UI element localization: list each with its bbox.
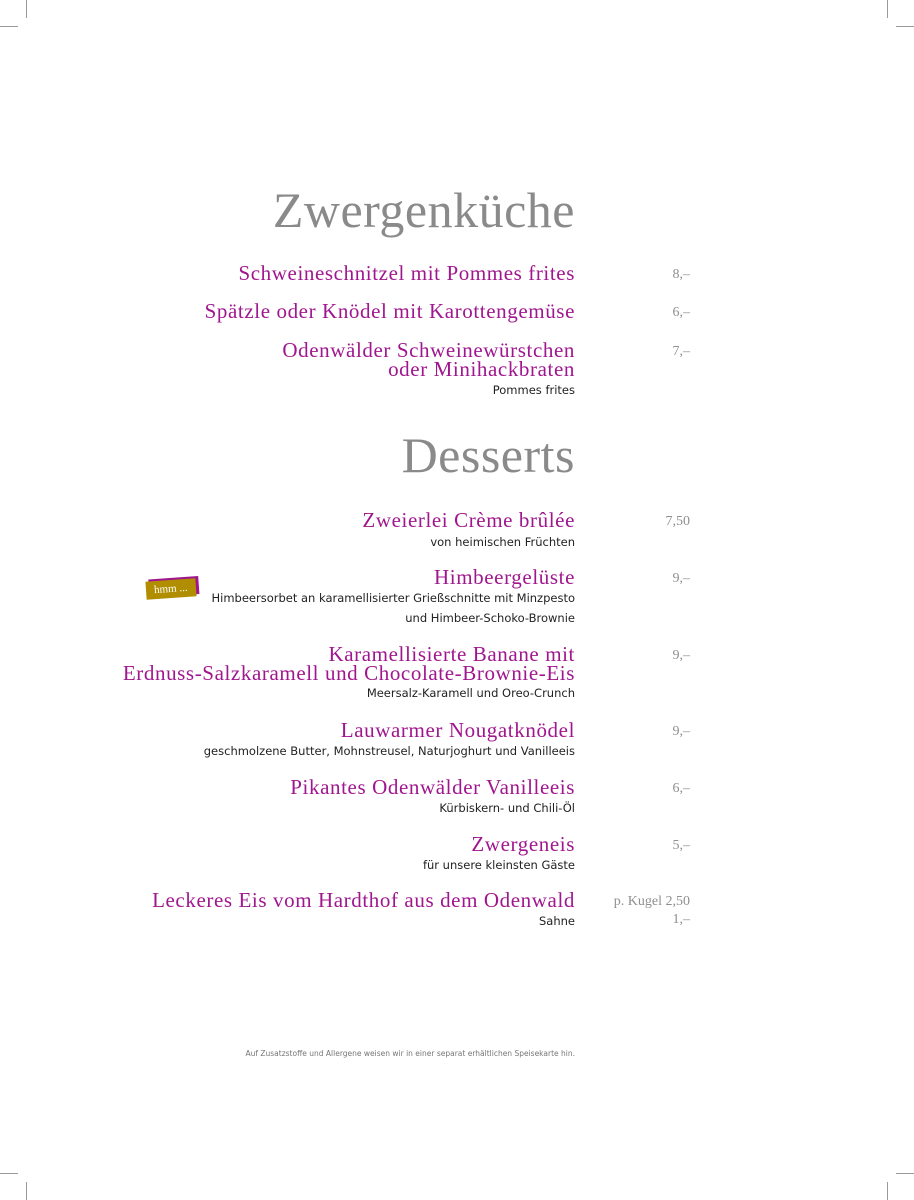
crop-mark [887, 0, 888, 18]
dish-price: 9,– [672, 571, 690, 586]
dish-price: p. Kugel 2,50 1,– [613, 894, 690, 927]
dish-price: 5,– [672, 838, 690, 853]
dish-name: Lauwarmer Nougatknödel [340, 718, 575, 742]
dish-price: 6,– [672, 305, 690, 320]
allergen-footnote: Auf Zusatzstoffe und Allergene weisen wir in einer separat erhältlichen Speisekarte hin. [245, 1049, 575, 1058]
section-title-desserts: Desserts [401, 427, 575, 483]
dish-name: Spätzle oder Knödel mit Karottengemüse [204, 299, 575, 323]
crop-mark [896, 1173, 914, 1174]
dish-name: Odenwälder Schweinewürstchen oder Minihackbraten [282, 338, 575, 381]
dish-name: Pikantes Odenwälder Vanilleeis [290, 775, 575, 799]
hmm-badge: hmm ... [145, 578, 196, 599]
dish-price: 6,– [672, 781, 690, 796]
dish-description: von heimischen Früchten [430, 535, 575, 549]
crop-mark [0, 1173, 18, 1174]
section-title-kids: Zwergenküche [272, 182, 575, 238]
dish-description: Pommes frites [492, 383, 575, 397]
dish-name: Zweierlei Crème brûlée [362, 508, 575, 532]
dish-description: Meersalz-Karamell und Oreo-Crunch [366, 686, 575, 700]
dish-description: Sahne [539, 914, 575, 928]
dish-price: 9,– [672, 648, 690, 663]
dish-price: 8,– [672, 267, 690, 282]
dish-name: Zwergeneis [471, 832, 575, 856]
dish-description: Kürbiskern- und Chili-Öl [439, 801, 575, 815]
crop-mark [26, 0, 27, 18]
crop-mark [887, 1182, 888, 1200]
dish-name: Schweineschnitzel mit Pommes frites [238, 261, 575, 285]
crop-mark [26, 1182, 27, 1200]
dish-name: Himbeergelüste [434, 565, 575, 589]
dish-price: 7,– [672, 344, 690, 359]
dish-price: 7,50 [665, 514, 690, 529]
dish-description: geschmolzene Butter, Mohnstreusel, Naturjoghurt und Vanilleeis [203, 744, 575, 758]
dish-name: Leckeres Eis vom Hardthof aus dem Odenwald [152, 888, 575, 912]
dish-price: 9,– [672, 724, 690, 739]
dish-name: Karamellisierte Banane mit Erdnuss-Salzkaramell und Chocolate-Brownie-Eis [122, 642, 575, 685]
crop-mark [0, 26, 18, 27]
dish-description: für unsere kleinsten Gäste [422, 858, 575, 872]
crop-mark [896, 26, 914, 27]
dish-description: Himbeersorbet an karamellisierter Grießschnitte mit Minzpesto und Himbeer-Schoko-Brownie [211, 591, 575, 625]
